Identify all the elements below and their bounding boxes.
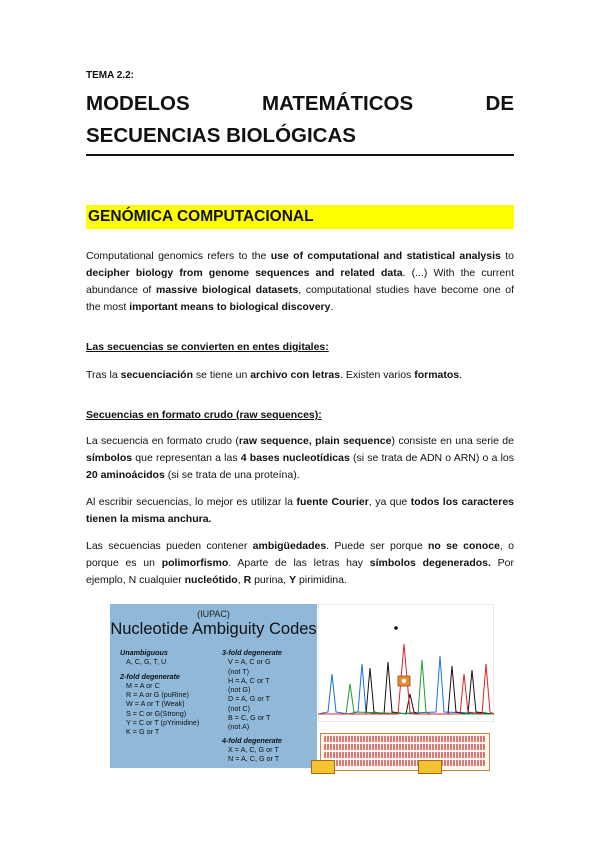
category-label: 3-fold degenerate <box>222 648 282 657</box>
category-label: 2-fold degenerate <box>120 671 180 681</box>
chromatogram-image <box>318 604 494 722</box>
topic-label: TEMA 2.2: <box>86 70 134 81</box>
iupac-left-column <box>120 648 199 737</box>
intro-paragraph: Computational genomics refers to the use of computational and statistical analysis to decipher biology from genome sequences and related data. (...) With the current abundance of massive biological datasets, computational studies have become one of the most important means to biological discovery. <box>86 250 514 313</box>
code-item: W = A or T (Weak) <box>126 699 185 709</box>
digital-paragraph: Tras la secuenciación se tiene un archivo con letras. Existen varios formatos. <box>86 369 463 381</box>
code-item: N = A, C, G or T <box>228 754 280 764</box>
iupac-right-column <box>222 648 282 764</box>
code-item: K = G or T <box>126 727 160 737</box>
code-item: M = A or C <box>126 680 160 690</box>
iupac-codes-figure <box>110 604 317 768</box>
section-heading: GENÓMICA COMPUTACIONAL <box>86 205 514 229</box>
category-label: 4-fold degenerate <box>222 735 282 745</box>
code-item: D = A, G or T <box>228 694 271 704</box>
code-item: A, C, G, T, U <box>126 657 167 667</box>
page-title: MODELOS MATEMÁTICOS DE SECUENCIAS BIOLÓGICAS <box>86 92 514 147</box>
code-item: H = A, C or T <box>228 675 270 685</box>
raw-paragraph-1: La secuencia en formato crudo (raw sequence, plain sequence) consiste en una serie de símbolos que representan a las 4 bases nucleotídicas (si se trata de ADN o ARN) o a los 20 aminoácidos (si se trata de una proteína). <box>86 435 514 481</box>
code-item: Y = C or T (pYrimidine) <box>126 718 200 728</box>
raw-paragraph-2: Al escribir secuencias, lo mejor es utilizar la fuente Courier, ya que todos los caracteres tienen la misma anchura. <box>86 496 514 525</box>
iupac-header: (IUPAC) <box>197 609 230 619</box>
code-item: (not G) <box>228 685 251 695</box>
code-item: S = C or G(Strong) <box>126 708 187 718</box>
code-item: B = C, G or T <box>228 713 271 723</box>
iupac-title: Nucleotide Ambiguity Codes <box>110 620 317 638</box>
code-item: (not C) <box>228 703 250 713</box>
code-item: (not T) <box>228 666 250 676</box>
code-item: (not A) <box>228 722 250 732</box>
code-item: V = A, C or G <box>228 657 271 667</box>
code-item: R = A or G (puRine) <box>126 690 189 700</box>
marker-icon <box>418 760 442 774</box>
category-label: Unambiguous <box>120 648 168 657</box>
sequence-snippet <box>320 733 490 771</box>
marker-icon <box>311 760 335 774</box>
digital-heading: Las secuencias se convierten en entes digitales: <box>86 341 329 353</box>
title-divider <box>86 154 514 156</box>
code-item: X = A, C, G or T <box>228 744 279 754</box>
raw-heading: Secuencias en formato crudo (raw sequences): <box>86 409 322 421</box>
raw-paragraph-3: Las secuencias pueden contener ambigüedades. Puede ser porque no se conoce, o porque es un polimorfismo. Aparte de las letras hay símbolos degenerados. Por ejemplo, N cualquier nucleótido, R purina, Y pirimidina. <box>86 540 515 586</box>
